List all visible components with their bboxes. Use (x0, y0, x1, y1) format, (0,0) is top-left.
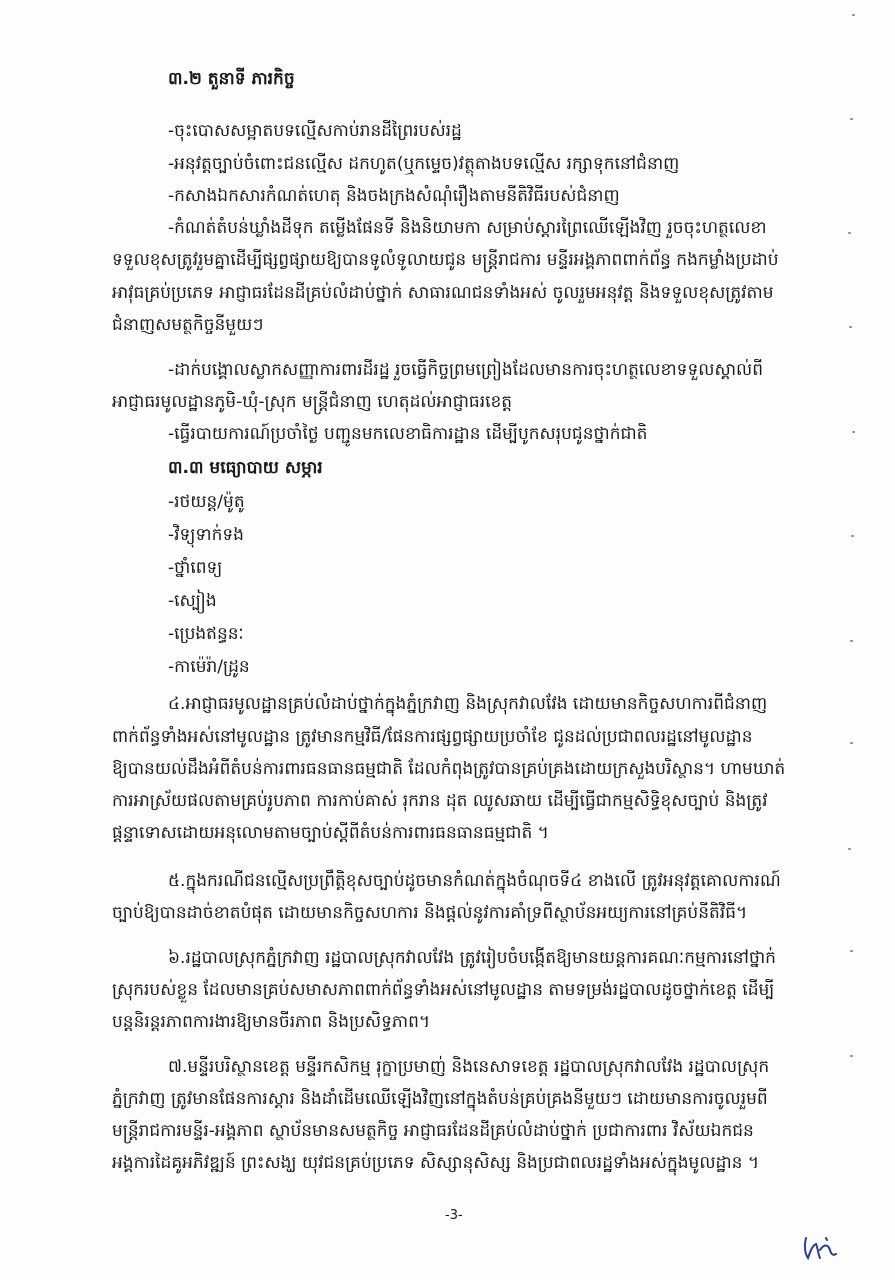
paragraph-4-line-2: ពាក់ព័ន្ធទាំងអស់នៅមូលដ្ឋាន ត្រូវមានកម្មវិធី/ផែនការផ្សព្វផ្សាយប្រចាំខែ ជូនដល់ប្រជាពលរដ្ឋនៅមូលដ្ឋាន (112, 727, 753, 747)
paragraph-5-line-2: ច្បាប់ឱ្យបានដាច់ខាតបំផុត ដោយមានកិច្ចសហការ និងផ្តល់នូវការគាំទ្រពីស្ថាប័នអយ្យការនៅគ្រប់នីតិវិធី។ (112, 903, 748, 923)
paragraph-6-line-2: ស្រុករបស់ខ្លួន ដែលមានគ្រប់សមាសភាពពាក់ព័ន្ធទាំងអស់នៅមូលដ្ឋាន តាមទម្រង់រដ្ឋបាលដូចថ្នាក់ខេត្ត ដើម្បី (112, 980, 775, 1000)
duty-line-7: ជំនាញសមត្ថកិច្ចនីមួយៗ (112, 315, 264, 335)
section-3-2-heading: ៣.២ តួនាទី ភារកិច្ច (168, 69, 295, 89)
scan-speck (850, 742, 853, 744)
paragraph-5-line-1: ៥.ក្នុងករណីជនល្មើសប្រព្រឹត្តិខុសច្បាប់ដូចមានកំណត់ក្នុងចំណុចទី៤ ខាងលើ ត្រូវអនុវត្តគោលការណ៍ (168, 871, 781, 891)
section-3-3-heading: ៣.៣ មធ្យោបាយ សម្ភារ (168, 458, 323, 478)
scan-speck (848, 848, 851, 850)
paragraph-7-line-1: ៧.មន្ទីរបរិស្ថានខេត្ត មន្ទីរកសិកម្ម រុក្ខាប្រមាញ់ និងនេសាទខេត្ត រដ្ឋបាលស្រុកវាលវែង រដ្ឋបាលស្រុក (168, 1057, 770, 1077)
scan-speck (852, 431, 855, 433)
duty-line-5: ទទួលខុសត្រូវរួមគ្នាដើម្បីផ្សព្វផ្សាយឱ្យបានទូលំទូលាយជូន មន្ត្រីរាជការ មន្ទីរអង្គភាពពាក់ព័ន្ធ កងកម្លាំងប្រដាប់ (112, 250, 779, 270)
equipment-item-1: -រថយន្ត/ម៉ូតូ (168, 492, 245, 512)
equipment-item-2: -វិទ្យុទាក់ទង (168, 525, 244, 545)
duty-line-10: -ធ្វើរបាយការណ៍ប្រចាំថ្ងៃ បញ្ជូនមកលេខាធិការដ្ឋាន ដើម្បីបូកសរុបជូនថ្នាក់ជាតិ (168, 424, 648, 444)
scan-speck (849, 326, 852, 328)
equipment-item-3: -ថ្នាំពេទ្យ (168, 558, 223, 578)
duty-line-3: -កសាងឯកសារកំណត់ហេតុ និងចងក្រងសំណុំរឿងតាមនីតិវិធីរបស់ជំនាញ (168, 186, 620, 206)
duty-line-9: អាជ្ញាធរមូលដ្ឋានភូមិ-ឃុំ-ស្រុក មន្ត្រីជំនាញ ហេតុដល់អាជ្ញាធរខេត្ត (112, 392, 513, 412)
scan-speck (852, 14, 855, 16)
paragraph-7-line-4: អង្គការដៃគូអភិវឌ្ឍន៍ ព្រះសង្ឃ យុវជនគ្រប់ប្រភេទ សិស្សានុសិស្ស និងប្រជាពលរដ្ឋទាំងអស់ក្នុងមូលដ្ឋាន ។ (112, 1153, 760, 1173)
paragraph-4-line-1: ៤.អាជ្ញាធរមូលដ្ឋានគ្រប់លំដាប់ថ្នាក់ក្នុងភ្នំក្រវាញ និងស្រុកវាលវែង ដោយមានកិច្ចសហការពីជំនាញ (168, 694, 768, 714)
duty-line-1: -ចុះបោសសម្អាតបទល្មើសកាប់រានដីព្រៃរបស់រដ្ឋ (168, 121, 462, 141)
equipment-item-5: -ប្រេងឥន្ធនៈ (168, 624, 244, 644)
scan-speck (850, 1055, 853, 1057)
paragraph-4-line-5: ផ្តន្ទាទោសដោយអនុលោមតាមច្បាប់ស្តីពីតំបន់ការពារធនធានធម្មជាតិ ។ (112, 823, 549, 843)
paragraph-4-line-4: ការអាស្រ័យផលតាមគ្រប់រូបភាព ការកាប់គាស់ រុករាន ដុត ឈូសឆាយ ដើម្បីធ្វើជាកម្មសិទ្ធិខុសច្បាប់ និងត្រូវ (112, 791, 768, 811)
paragraph-6-line-3: បន្តនិរន្តរភាពការងារឱ្យមានចីរភាព និងប្រសិទ្ធភាព។ (112, 1012, 431, 1032)
scan-speck (848, 232, 851, 234)
scan-speck (851, 535, 854, 537)
equipment-item-4: -ស្បៀង (168, 591, 217, 611)
duty-line-8: -ដាក់បង្គោលស្លាកសញ្ញាការពារដីរដ្ឋ រួចធ្វើកិច្ចព្រមព្រៀងដែលមានការចុះហត្ថលេខាទទួលស្គាល់ពី (168, 360, 763, 380)
signature-mark (800, 1232, 840, 1262)
paragraph-7-line-2: ភ្នំក្រវាញ ត្រូវមានផែនការស្តារ និងដាំដើមឈើឡើងវិញនៅក្នុងតំបន់គ្រប់គ្រងនីមួយៗ ដោយមានការចូលរួមពី (112, 1089, 768, 1109)
scan-speck (850, 118, 853, 120)
duty-line-4: -កំណត់តំបន់ឃ្លាំងដីទុក តម្លើងផែនទី និងនិយាមកា សម្រាប់ស្តារព្រៃឈើឡើងវិញ រួចចុះហត្ថលេខា (168, 218, 767, 238)
paragraph-7-line-3: មន្ត្រីរាជការមន្ទីរ-អង្គភាព ស្ថាប័នមានសមត្ថកិច្ច អាជ្ញាធរដែនដីគ្រប់លំដាប់ថ្នាក់ ប្រជាការពារ វិស័យឯកជន (112, 1121, 754, 1141)
page-number: -3- (445, 1208, 463, 1223)
duty-line-2: -អនុវត្តច្បាប់ចំពោះជនល្មើស ដកហូត(ឬកម្ទេច)វត្ថុតាងបទល្មើស រក្សាទុកនៅជំនាញ (168, 154, 680, 174)
scan-speck (850, 640, 853, 642)
paragraph-4-line-3: ឱ្យបានយល់ដឹងអំពីតំបន់ការពារធនធានធម្មជាតិ ដែលកំពុងត្រូវបានគ្រប់គ្រងដោយក្រសួងបរិស្ថាន។ ហាមឃាត់ (112, 759, 786, 779)
paragraph-6-line-1: ៦.រដ្ឋបាលស្រុកភ្នំក្រវាញ រដ្ឋបាលស្រុកវាលវែង ត្រូវរៀបចំបង្កើតឱ្យមានយន្តការគណៈកម្មការនៅថ្នាក់ (168, 948, 776, 968)
equipment-item-6: -កាម៉េរ៉ា/ដ្រូន (168, 657, 250, 677)
duty-line-6: អាវុធគ្រប់ប្រភេទ អាជ្ញាធរដែនដីគ្រប់លំដាប់ថ្នាក់ សាធារណជនទាំងអស់ ចូលរួមអនុវត្ត និងទទួលខុសត្រូវតាម (112, 283, 774, 303)
scan-speck (850, 950, 853, 952)
